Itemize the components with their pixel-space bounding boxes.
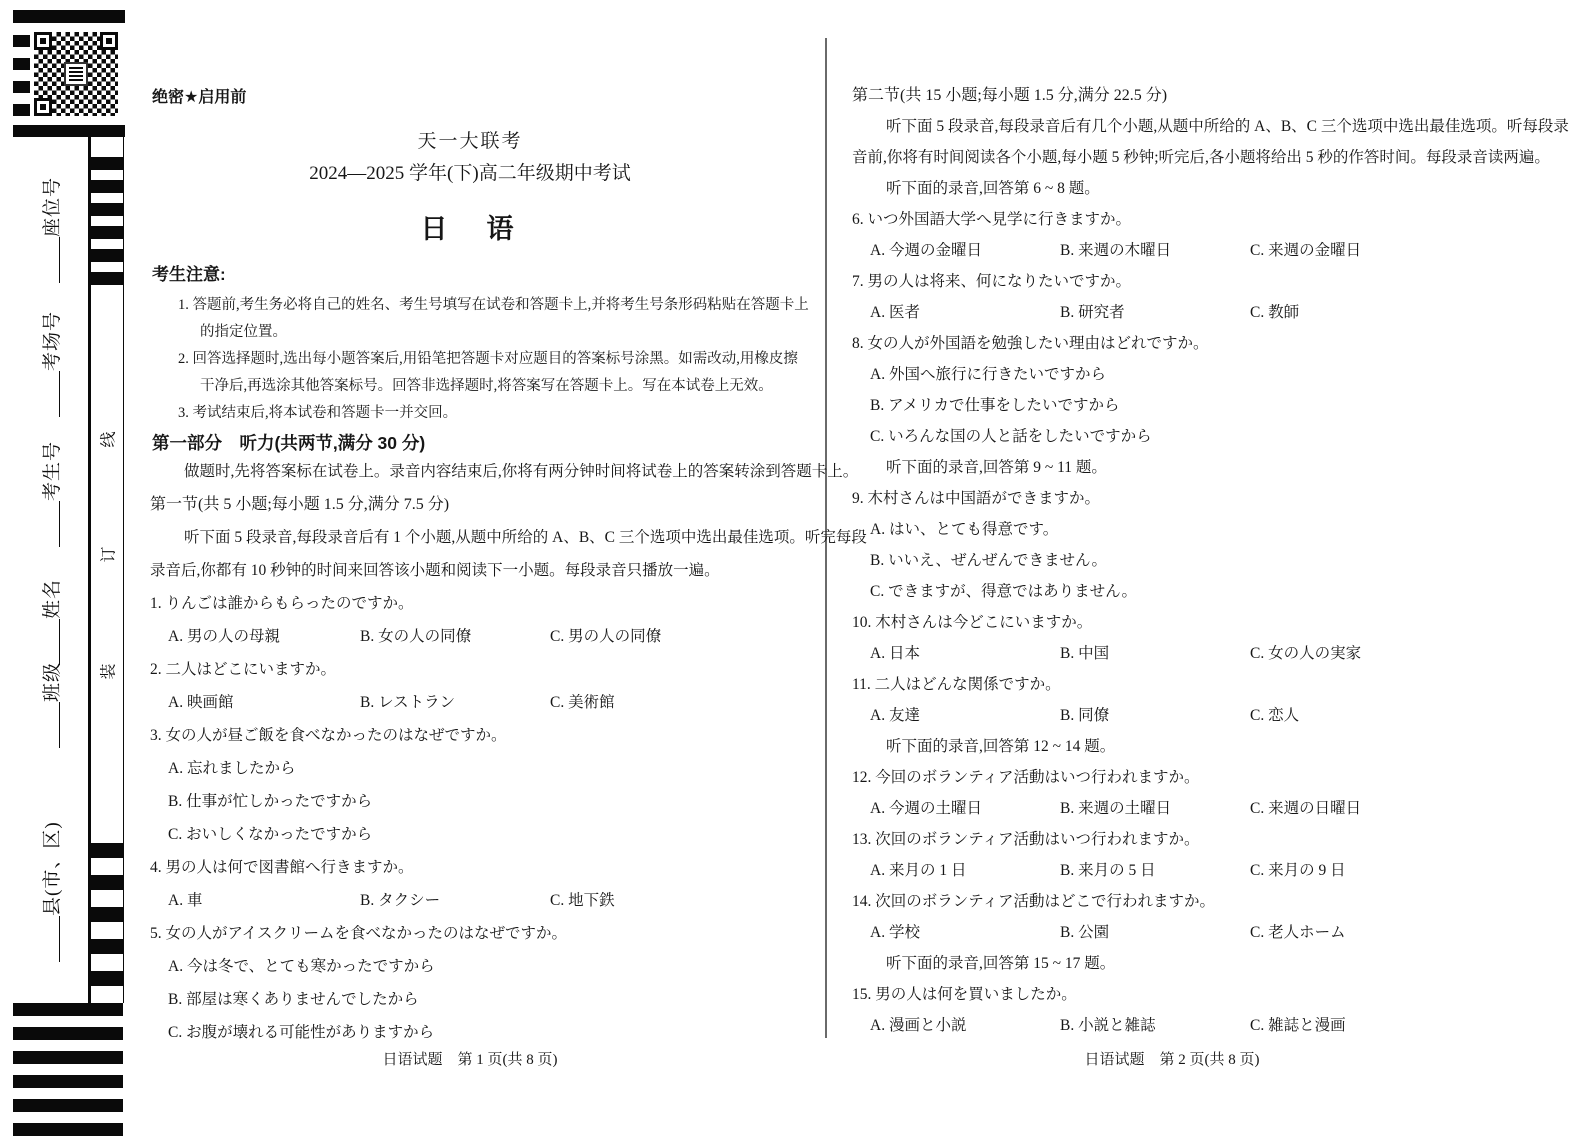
timing-stripe: [13, 1027, 123, 1040]
option-a: A. 来月の 1 日: [870, 862, 967, 879]
option-b: B. 研究者: [1060, 304, 1125, 321]
candidate-notices: [150, 292, 812, 427]
question-7-text: 7. 男の人は将来、何になりたいですか。: [852, 273, 1132, 290]
question-6-options: [852, 235, 1557, 266]
field-label: 考生号: [42, 440, 63, 501]
section1-heading: 第一节(共 5 小题;每小题 1.5 分,满分 7.5 分): [150, 496, 450, 513]
question-14-options: [852, 917, 1557, 948]
notice-line: 1. 答题前,考生务必将自己的姓名、考生号填写在试卷和答题卡上,并将考生号条形码粘贴在答题卡上: [178, 297, 809, 313]
subject-title: 日 语: [420, 214, 520, 244]
section2-intro-line2: 音前,你将有时间阅读各个小题,每小题 5 秒钟;听完后,各小题将给出 5 秒的作答时间。每段录音读两遍。: [852, 149, 1550, 166]
question-13-options: [852, 855, 1557, 886]
registration-bar-top: [13, 10, 125, 23]
field-name: [40, 575, 64, 665]
timing-stripe: [13, 1075, 123, 1088]
qr-finder-icon: [34, 98, 52, 116]
question-2-options: [150, 686, 812, 719]
section1-intro-line1: 听下面 5 段录音,每段录音后有 1 个小题,从题中所给的 A、B、C 三个选项中选出最佳选项。听完每段: [184, 529, 867, 546]
option-a: A. 男の人の母親: [168, 628, 280, 645]
option-b: B. 小説と雑誌: [1060, 1017, 1156, 1034]
option-c: C. 教師: [1250, 304, 1300, 321]
notice-line: 的指定位置。: [200, 324, 287, 340]
timing-mark: [91, 272, 123, 285]
blank-line: [59, 501, 60, 547]
question-5-text: 5. 女の人がアイスクリームを食べなかったのはなぜですか。: [150, 925, 567, 942]
question-8-option-b: B. アメリカで仕事をしたいですから: [870, 397, 1120, 414]
timing-stripe: [13, 1003, 123, 1016]
option-c: C. 雑誌と漫画: [1250, 1017, 1346, 1034]
timing-mark: [91, 180, 123, 193]
option-b: B. 女の人の同僚: [360, 628, 472, 645]
option-b: B. レストラン: [360, 694, 456, 711]
option-c: C. 女の人の実家: [1250, 645, 1362, 662]
option-c: C. 来週の日曜日: [1250, 800, 1362, 817]
page1-body: [150, 455, 867, 1049]
question-1-text: 1. りんごは誰からもらったのですか。: [150, 595, 414, 612]
timing-stripe: [13, 1123, 123, 1136]
option-a: A. 日本: [870, 645, 920, 662]
option-c: C. 地下鉄: [550, 892, 615, 909]
question-8-option-a: A. 外国へ旅行に行きたいですから: [870, 366, 1106, 383]
registration-bar-bottom: [13, 125, 125, 137]
instruction-12-14: 听下面的录音,回答第 12 ~ 14 题。: [886, 738, 1116, 755]
option-c: C. 老人ホーム: [1250, 924, 1346, 941]
option-a: A. 医者: [870, 304, 920, 321]
binding-char-staple: 订: [100, 546, 118, 563]
question-6-text: 6. いつ外国語大学へ見学に行きますか。: [852, 211, 1132, 228]
option-b: B. タクシー: [360, 892, 441, 909]
security-classification: 绝密★启用前: [152, 89, 247, 106]
timing-stripe: [13, 1099, 123, 1112]
qr-code-icon: [34, 32, 118, 116]
question-3-option-c: C. おいしくなかったですから: [168, 826, 373, 843]
section1-intro-line2: 录音后,你都有 10 秒钟的时间来回答该小题和阅读下一小题。每段录音只播放一遍。: [150, 562, 720, 579]
blank-line: [59, 371, 60, 417]
registration-square: [13, 81, 30, 93]
option-c: C. 来月の 9 日: [1250, 862, 1346, 879]
instruction-9-11: 听下面的录音,回答第 9 ~ 11 题。: [886, 459, 1107, 476]
timing-mark: [91, 157, 123, 170]
registration-square: [13, 104, 30, 116]
part1-heading: 第一部分 听力(共两节,满分 30 分): [152, 433, 426, 453]
question-7-options: [852, 297, 1557, 328]
page2-body: [852, 80, 1569, 1041]
question-13-text: 13. 次回のボランティア活動はいつ行われますか。: [852, 831, 1200, 848]
timing-stripe: [13, 1051, 123, 1064]
question-5-option-b: B. 部屋は寒くありませんでしたから: [168, 991, 419, 1008]
question-9-option-c: C. できますが、得意ではありません。: [870, 583, 1138, 600]
field-label: 姓名: [42, 578, 63, 619]
timing-mark: [91, 843, 123, 858]
notice-line: 干净后,再选涂其他答案标号。回答非选择题时,将答案写在答题卡上。写在本试卷上无效。: [200, 378, 773, 394]
page1-footer: 日语试题 第 1 页(共 8 页): [382, 1052, 558, 1068]
timing-mark: [91, 875, 123, 890]
question-15-options: [852, 1010, 1557, 1041]
notice-line: 3. 考试结束后,将本试卷和答题卡一并交回。: [178, 405, 458, 421]
question-1-options: [150, 620, 812, 653]
question-3-option-a: A. 忘れましたから: [168, 760, 296, 777]
section2-heading: 第二节(共 15 小题;每小题 1.5 分,满分 22.5 分): [852, 87, 1168, 104]
timing-mark: [91, 971, 123, 986]
blank-line: [59, 237, 60, 283]
section2-intro-line1: 听下面 5 段录音,每段录音后有几个小题,从题中所给的 A、B、C 三个选项中选出最佳选项。听每段录: [886, 118, 1569, 135]
option-a: A. 映画館: [168, 694, 234, 711]
binding-char-bind: 装: [100, 663, 118, 680]
field-label: 座位号: [42, 176, 63, 237]
option-a: A. 友達: [870, 707, 920, 724]
exam-organization-title: 天一大联考: [417, 131, 523, 152]
qr-finder-icon: [100, 32, 118, 50]
field-class: [40, 658, 64, 748]
question-5-option-c: C. お腹が壊れる可能性がありますから: [168, 1024, 435, 1041]
question-10-text: 10. 木村さんは今どこにいますか。: [852, 614, 1093, 631]
option-b: B. 同僚: [1060, 707, 1110, 724]
page2-footer: 日语试题 第 2 页(共 8 页): [1084, 1052, 1260, 1068]
field-exam-room-number: [40, 307, 64, 417]
blank-line: [59, 702, 60, 748]
field-candidate-number: [40, 437, 64, 547]
question-8-text: 8. 女の人が外国語を勉強したい理由はどれですか。: [852, 335, 1209, 352]
timing-mark: [91, 939, 123, 954]
registration-square: [13, 58, 30, 70]
option-b: B. 来週の木曜日: [1060, 242, 1172, 259]
registration-square: [13, 35, 30, 47]
instruction-15-17: 听下面的录音,回答第 15 ~ 17 题。: [886, 955, 1116, 972]
field-label: 县(市、区): [42, 821, 63, 916]
option-a: A. 今週の土曜日: [870, 800, 982, 817]
page-2: [852, 0, 1569, 1138]
timing-mark: [91, 907, 123, 922]
question-10-options: [852, 638, 1557, 669]
question-12-options: [852, 793, 1557, 824]
question-4-text: 4. 男の人は何で図書館へ行きますか。: [150, 859, 414, 876]
page-1: [150, 0, 867, 1138]
option-a: A. 学校: [870, 924, 920, 941]
question-11-options: [852, 700, 1557, 731]
option-b: B. 来月の 5 日: [1060, 862, 1156, 879]
notice-heading: 考生注意:: [152, 265, 226, 284]
option-a: A. 漫画と小説: [870, 1017, 967, 1034]
binding-char-line: 线: [100, 431, 118, 448]
question-9-text: 9. 木村さんは中国語ができますか。: [852, 490, 1101, 507]
option-a: A. 車: [168, 892, 203, 909]
option-b: B. 公園: [1060, 924, 1110, 941]
timing-mark: [91, 203, 123, 216]
option-c: C. 美術館: [550, 694, 615, 711]
option-b: B. 中国: [1060, 645, 1110, 662]
question-5-option-a: A. 今は冬で、とても寒かったですから: [168, 958, 435, 975]
option-c: C. 男の人の同僚: [550, 628, 662, 645]
field-label: 班级: [42, 661, 63, 702]
question-2-text: 2. 二人はどこにいますか。: [150, 661, 337, 678]
binding-rule-thin: [123, 137, 124, 1003]
field-county: [40, 806, 64, 962]
qr-center-logo-icon: [64, 62, 88, 86]
option-c: C. 来週の金曜日: [1250, 242, 1362, 259]
question-8-option-c: C. いろんな国の人と話をしたいですから: [870, 428, 1152, 445]
question-3-text: 3. 女の人が昼ご飯を食べなかったのはなぜですか。: [150, 727, 507, 744]
part1-intro: 做题时,先将答案标在试卷上。录音内容结束后,你将有两分钟时间将试卷上的答案转涂到答题卡上。: [184, 463, 859, 480]
timing-mark: [91, 226, 123, 239]
timing-mark: [91, 249, 123, 262]
field-label: 考场号: [42, 310, 63, 371]
option-a: A. 今週の金曜日: [870, 242, 982, 259]
question-11-text: 11. 二人はどんな関係ですか。: [852, 676, 1061, 693]
field-seat-number: [40, 173, 64, 283]
question-14-text: 14. 次回のボランティア活動はどこで行われますか。: [852, 893, 1216, 910]
binding-rule-thick: [88, 137, 91, 1003]
question-3-option-b: B. 仕事が忙しかったですから: [168, 793, 373, 810]
exam-session-title: 2024—2025 学年(下)高二年级期中考试: [309, 163, 631, 184]
option-c: C. 恋人: [1250, 707, 1300, 724]
question-9-option-b: B. いいえ、ぜんぜんできません。: [870, 552, 1107, 569]
question-12-text: 12. 今回のボランティア活動はいつ行われますか。: [852, 769, 1200, 786]
question-4-options: [150, 884, 812, 917]
option-b: B. 来週の土曜日: [1060, 800, 1172, 817]
notice-line: 2. 回答选择题时,选出每小题答案后,用铅笔把答题卡对应题目的答案标号涂黑。如需改动,用橡皮擦: [178, 351, 798, 367]
question-15-text: 15. 男の人は何を買いましたか。: [852, 986, 1077, 1003]
instruction-6-8: 听下面的录音,回答第 6 ~ 8 题。: [886, 180, 1100, 197]
question-9-option-a: A. はい、とても得意です。: [870, 521, 1059, 538]
qr-finder-icon: [34, 32, 52, 50]
blank-line: [59, 916, 60, 962]
